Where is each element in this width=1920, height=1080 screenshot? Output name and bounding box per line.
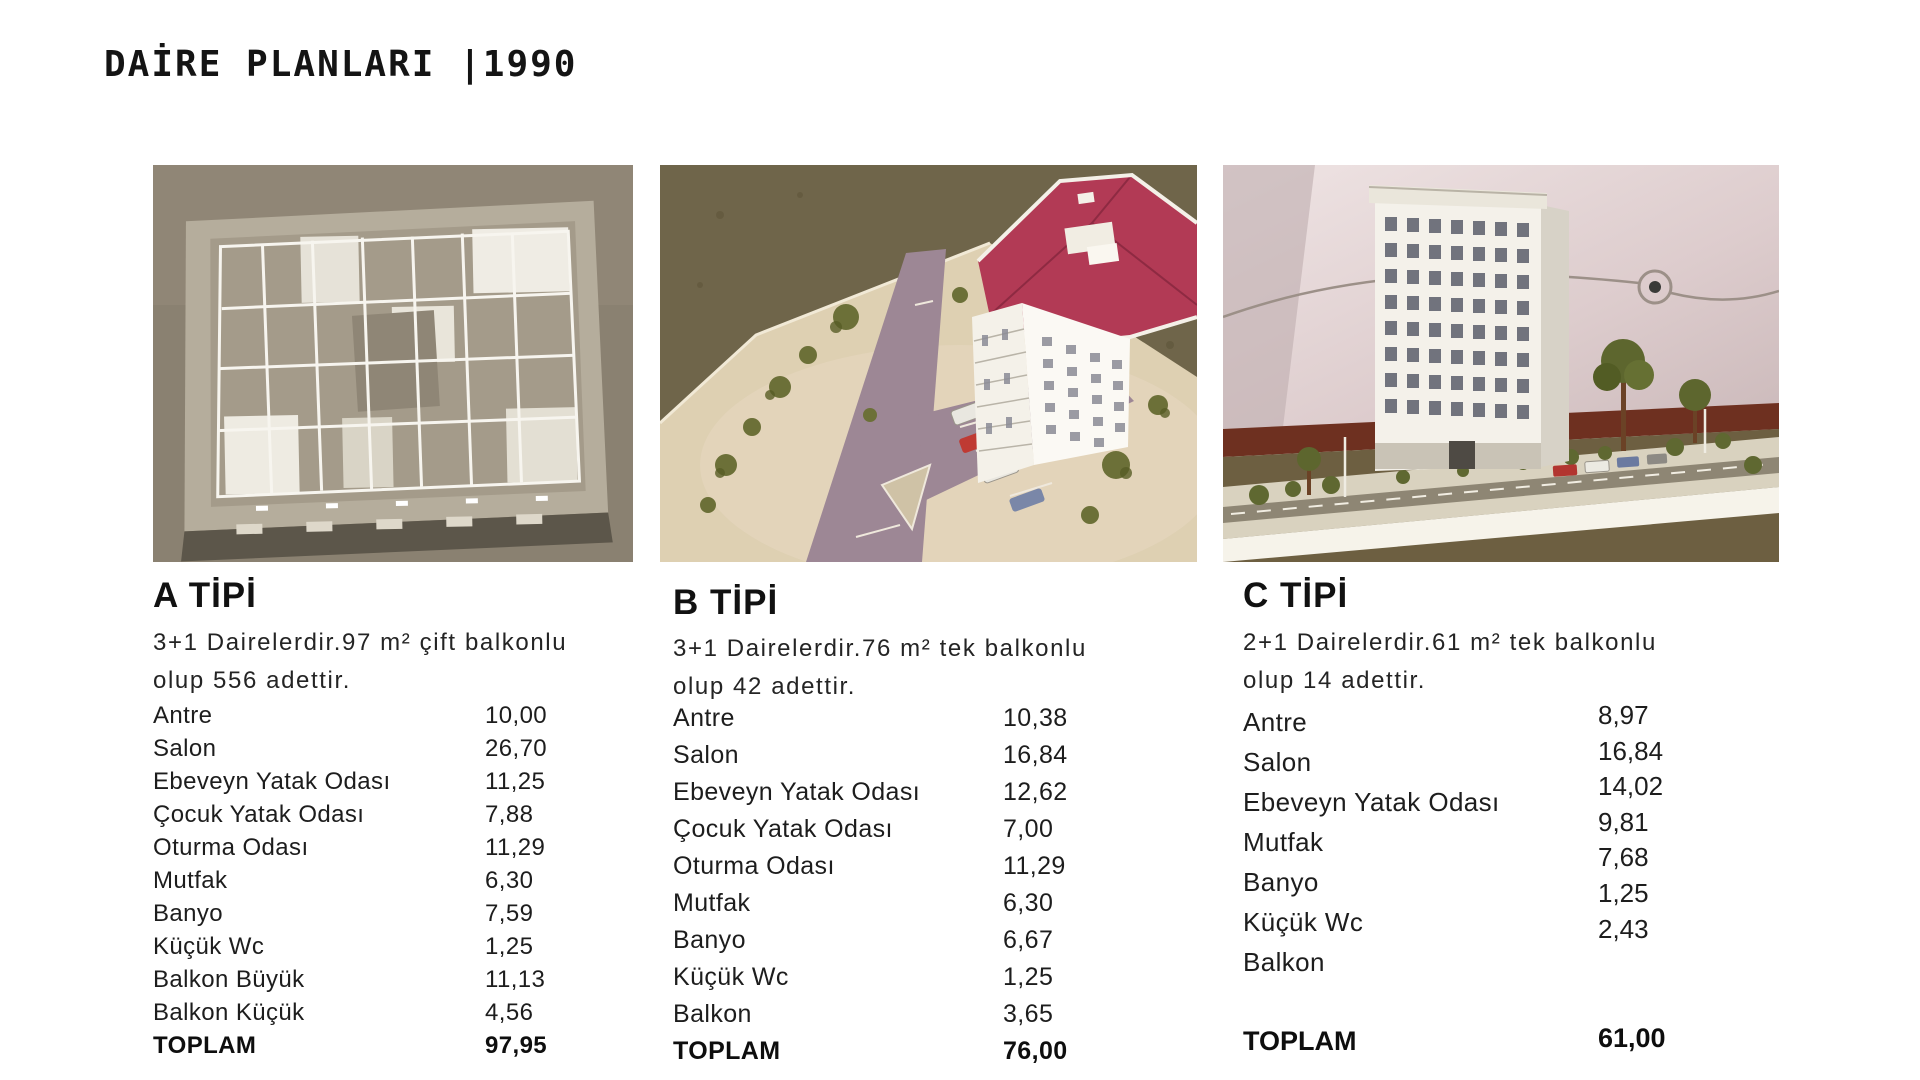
- type-a-desc-line2: olup 556 adettir.: [153, 667, 352, 694]
- type-c-desc-line1: 2+1 Dairelerdir.61 m² tek balkonlu: [1243, 629, 1657, 656]
- room-label: Antre: [153, 702, 213, 729]
- room-label: Küçük Wc: [153, 933, 265, 960]
- room-label: Küçük Wc: [673, 963, 789, 991]
- room-value: 16,84: [1003, 741, 1068, 769]
- table-row: [153, 933, 593, 966]
- table-row: [153, 834, 593, 867]
- type-c-desc-line2: olup 14 adettir.: [1243, 667, 1427, 694]
- room-label: Banyo: [153, 900, 224, 927]
- room-value: 11,29: [485, 834, 546, 861]
- room-value: 7,59: [485, 900, 534, 927]
- room-table-a: [153, 702, 593, 1065]
- total-row-b: [673, 1037, 1113, 1074]
- total-label: TOPLAM: [153, 1032, 257, 1059]
- type-a-description: [153, 624, 567, 700]
- total-value: 97,95: [485, 1032, 548, 1059]
- room-label: Salon: [673, 741, 739, 769]
- room-value: 7,00: [1003, 815, 1054, 843]
- room-value: 8,97: [1598, 700, 1649, 730]
- room-label: Oturma Odası: [673, 852, 835, 880]
- table-row: [673, 741, 1113, 778]
- table-row: [673, 963, 1113, 1000]
- room-values-c: [1598, 698, 1663, 947]
- table-row: [153, 867, 593, 900]
- room-label: Antre: [673, 704, 735, 732]
- room-value: 26,70: [485, 735, 548, 762]
- room-label: Banyo: [1243, 867, 1319, 897]
- room-value: 3,65: [1003, 1000, 1054, 1028]
- room-value: 6,30: [485, 867, 534, 894]
- table-row: [673, 926, 1113, 963]
- room-value: 11,29: [1003, 852, 1066, 880]
- room-label: Mutfak: [1243, 827, 1324, 857]
- type-b-desc-line1: 3+1 Dairelerdir.76 m² tek balkonlu: [673, 635, 1087, 662]
- table-row: [673, 704, 1113, 741]
- table-row: [153, 900, 593, 933]
- room-value: 16,84: [1598, 735, 1664, 766]
- room-label: Banyo: [673, 926, 746, 954]
- room-value: 6,67: [1003, 926, 1054, 954]
- room-label: Oturma Odası: [153, 834, 309, 861]
- type-a-desc-line1: 3+1 Dairelerdir.97 m² çift balkonlu: [153, 629, 568, 656]
- room-label: Balkon: [673, 1000, 752, 1028]
- room-label: Mutfak: [153, 867, 228, 894]
- table-row: [153, 966, 593, 999]
- room-value: 1,25: [485, 933, 534, 960]
- table-row: [153, 999, 593, 1032]
- photo-a-floor-plan-model: [153, 165, 633, 562]
- room-label: Ebeveyn Yatak Odası: [673, 778, 921, 806]
- room-value: 7,68: [1598, 842, 1649, 873]
- total-row-a: [153, 1032, 593, 1065]
- room-table-b: [673, 704, 1113, 1074]
- room-value: 4,56: [485, 999, 534, 1026]
- room-labels-c: [1243, 702, 1500, 982]
- room-label: Küçük Wc: [1243, 907, 1364, 937]
- room-value: 10,38: [1003, 704, 1068, 732]
- room-value: 14,02: [1598, 771, 1664, 802]
- table-row: [153, 735, 593, 768]
- room-value: 10,00: [485, 702, 548, 729]
- type-c-description: [1243, 624, 1657, 700]
- room-value: 7,88: [485, 801, 534, 828]
- table-row: [153, 702, 593, 735]
- total-value: 76,00: [1003, 1037, 1068, 1065]
- room-label: Salon: [1243, 747, 1312, 777]
- type-c-heading: C TİPİ: [1243, 576, 1349, 615]
- room-label: Balkon: [1243, 947, 1325, 977]
- type-b-heading: B TİPİ: [673, 583, 779, 622]
- room-value: 1,25: [1598, 877, 1649, 908]
- building-c: [1369, 185, 1569, 471]
- room-label: Ebeveyn Yatak Odası: [1243, 787, 1500, 817]
- table-row: [673, 889, 1113, 926]
- photo-b-site-model: [660, 165, 1197, 562]
- room-label: Ebeveyn Yatak Odası: [153, 768, 391, 795]
- table-row: [673, 852, 1113, 889]
- type-b-description: [673, 630, 1087, 706]
- table-row: [153, 768, 593, 801]
- room-value: 2,43: [1598, 913, 1649, 944]
- room-label: Mutfak: [673, 889, 751, 917]
- type-b-desc-line2: olup 42 adettir.: [673, 673, 857, 700]
- room-label: Çocuk Yatak Odası: [673, 815, 893, 843]
- table-row: [153, 801, 593, 834]
- room-label: Balkon Küçük: [153, 999, 305, 1026]
- type-a-heading: A TİPİ: [153, 576, 257, 615]
- room-value: 9,81: [1598, 806, 1649, 837]
- table-row: [673, 815, 1113, 852]
- room-label: Antre: [1243, 707, 1308, 737]
- photo-c-tower-model: [1223, 165, 1779, 562]
- table-row: [673, 1000, 1113, 1037]
- total-value-c: 61,00: [1598, 1023, 1666, 1053]
- floor-plan-platform: [174, 201, 613, 562]
- total-label: TOPLAM: [673, 1037, 781, 1065]
- room-label: Salon: [153, 735, 217, 762]
- room-label: Balkon Büyük: [153, 966, 305, 993]
- room-value: 11,25: [485, 768, 546, 795]
- room-value: 11,13: [485, 966, 546, 993]
- room-value: 1,25: [1003, 963, 1054, 991]
- room-value: 12,62: [1003, 778, 1068, 806]
- total-label-c: TOPLAM: [1243, 1026, 1357, 1056]
- room-label: Çocuk Yatak Odası: [153, 801, 365, 828]
- table-row: [673, 778, 1113, 815]
- page-title: DAİRE PLANLARI |1990: [104, 44, 578, 85]
- room-value: 6,30: [1003, 889, 1054, 917]
